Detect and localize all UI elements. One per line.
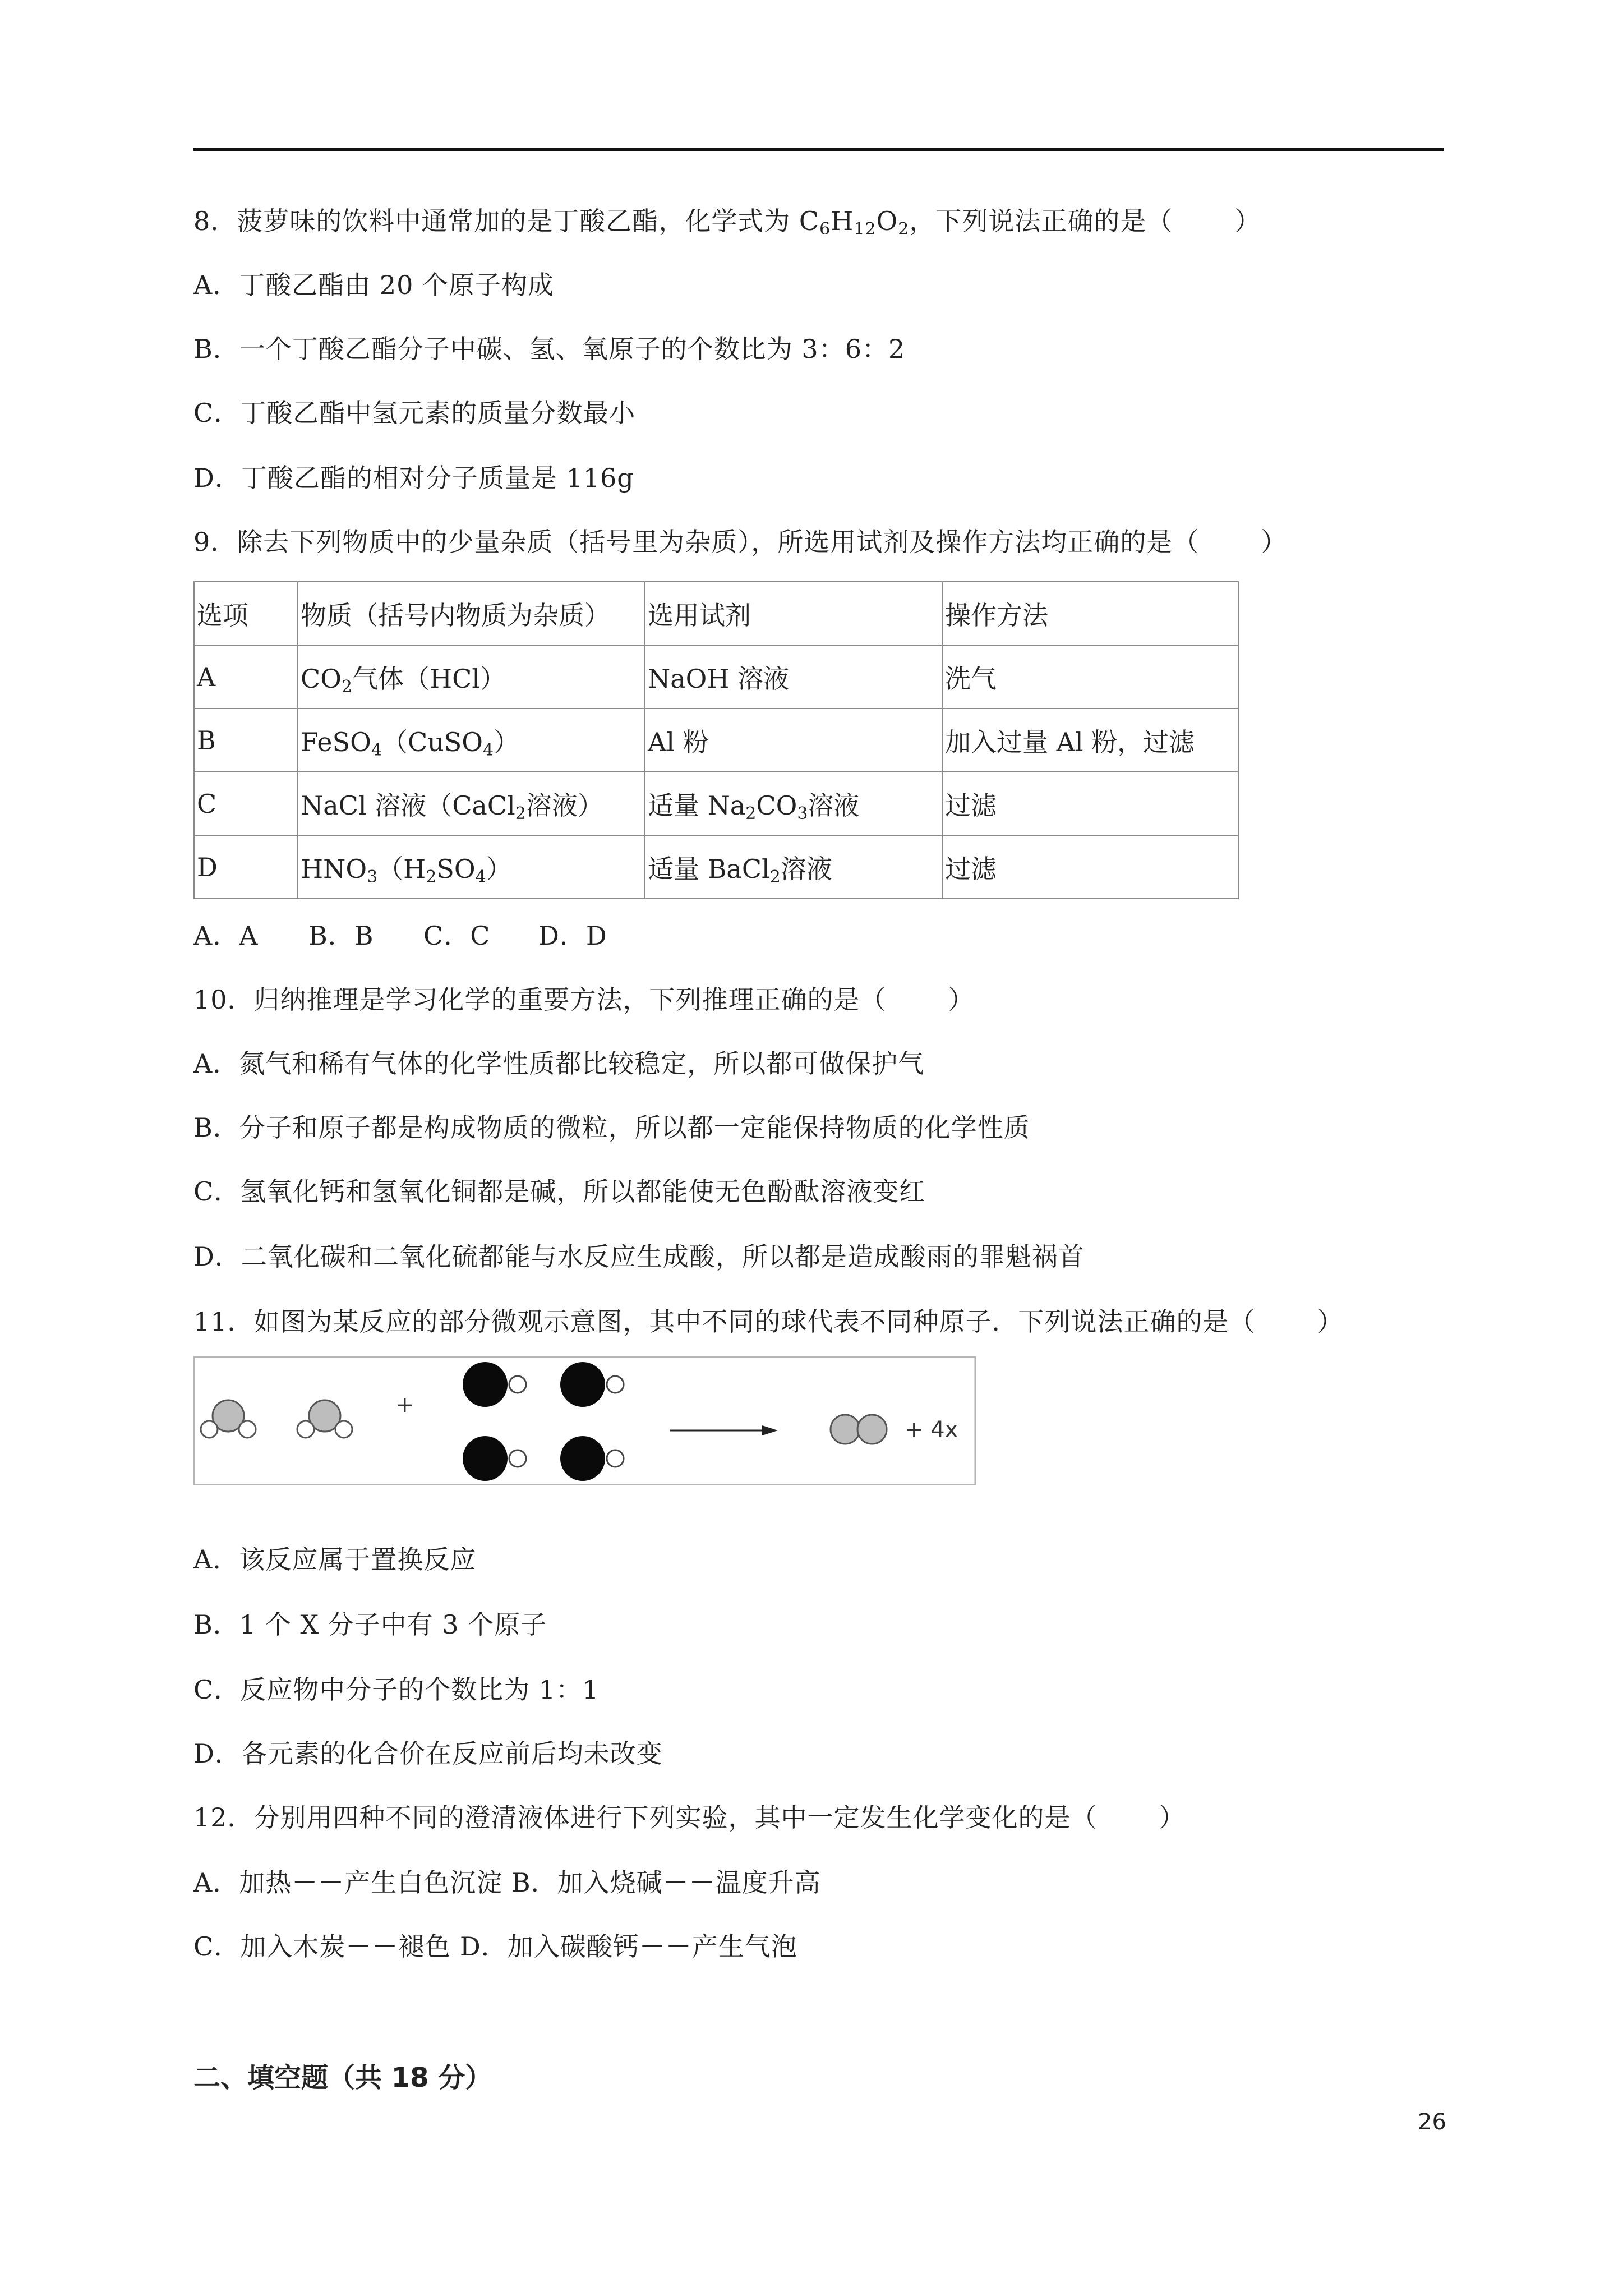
header-rule bbox=[193, 148, 1444, 151]
q9-options bbox=[193, 919, 607, 953]
product-molecule bbox=[831, 1415, 887, 1444]
section-heading: 二、填空题（共 18 分） bbox=[193, 2062, 492, 2093]
table-cell: D bbox=[194, 835, 298, 899]
reaction-arrow bbox=[670, 1425, 778, 1435]
q9-option: A．A bbox=[193, 921, 259, 951]
q12-options-cd: C．加入木炭－－褪色 D．加入碳酸钙－－产生气泡 bbox=[193, 1931, 797, 1962]
reactant-molecule-1 bbox=[201, 1400, 256, 1438]
table-cell: $HNO_3(H_2SO_4)$ bbox=[298, 835, 645, 899]
q11-option-c: C．反应物中分子的个数比为 1：1 bbox=[193, 1674, 600, 1705]
table-cell: Al 粉 bbox=[645, 708, 942, 772]
q8-option-c: C．丁酸乙酯中氢元素的质量分数最小 bbox=[193, 398, 636, 428]
q11-option-d: D．各元素的化合价在反应前后均未改变 bbox=[193, 1738, 663, 1769]
q11-stem: 11．如图为某反应的部分微观示意图，其中不同的球代表不同种原子．下列说法正确的是（ ） bbox=[193, 1306, 1344, 1337]
table-cell: 洗气 bbox=[942, 645, 1238, 708]
q8-option-a: A．丁酸乙酯由 20 个原子构成 bbox=[193, 270, 554, 300]
table-header-cell: 操作方法 bbox=[942, 582, 1238, 645]
table-row bbox=[194, 708, 1238, 772]
table-row bbox=[194, 772, 1238, 835]
q10-stem: 10．归纳推理是学习化学的重要方法，下列推理正确的是（ ） bbox=[193, 984, 975, 1015]
table-cell: A bbox=[194, 645, 298, 708]
table-row bbox=[194, 645, 1238, 708]
table-cell: 过滤 bbox=[942, 772, 1238, 835]
q8-option-d: D．丁酸乙酯的相对分子质量是 116g bbox=[193, 463, 634, 493]
table-header-row bbox=[194, 582, 1238, 645]
q10-option-c: C．氢氧化钙和氢氧化铜都是碱，所以都能使无色酚酞溶液变红 bbox=[193, 1176, 926, 1207]
q9-option: D．D bbox=[538, 921, 607, 951]
table-cell: 过滤 bbox=[942, 835, 1238, 899]
q12-options-ab: A．加热－－产生白色沉淀 B．加入烧碱－－温度升高 bbox=[193, 1867, 821, 1898]
q11-option-b: B．1 个 X 分子中有 3 个原子 bbox=[193, 1609, 547, 1640]
table-cell: FeSO$_4$（CuSO$_4$） bbox=[298, 708, 645, 772]
q10-option-a: A．氮气和稀有气体的化学性质都比较稳定，所以都可做保护气 bbox=[193, 1048, 925, 1079]
table-header-cell: 物质（括号内物质为杂质） bbox=[298, 582, 645, 645]
q8-option-b: B．一个丁酸乙酯分子中碳、氢、氧原子的个数比为 3：6：2 bbox=[193, 334, 906, 364]
table-cell: NaCl 溶液（CaCl$_2$溶液） bbox=[298, 772, 645, 835]
q10-option-d: D．二氧化碳和二氧化硫都能与水反应生成酸，所以都是造成酸雨的罪魁祸首 bbox=[193, 1241, 1085, 1272]
q9-option: B．B bbox=[308, 921, 374, 951]
reactant-molecule-2 bbox=[297, 1400, 352, 1438]
q8-stem: 8．菠萝味的饮料中通常加的是丁酸乙酯，化学式为 $C_6H_{12}O_2$，下列说法正确的是（ ） bbox=[193, 206, 1261, 239]
page-number: 26 bbox=[1418, 2109, 1446, 2135]
reaction-diagram bbox=[193, 1356, 976, 1485]
plus-sign: + bbox=[395, 1392, 414, 1418]
reactant-molecule-5 bbox=[463, 1436, 526, 1481]
reactant-molecule-3 bbox=[463, 1362, 526, 1407]
reactant-molecule-6 bbox=[560, 1436, 624, 1481]
reactant-molecule-4 bbox=[560, 1362, 624, 1407]
table-cell: C bbox=[194, 772, 298, 835]
table-cell: $CO_2$气体（HCl） bbox=[298, 645, 645, 708]
table-header-cell: 选项 bbox=[194, 582, 298, 645]
q12-stem: 12．分别用四种不同的澄清液体进行下列实验，其中一定发生化学变化的是（ ） bbox=[193, 1802, 1186, 1833]
q10-option-b: B．分子和原子都是构成物质的微粒，所以都一定能保持物质的化学性质 bbox=[193, 1112, 1030, 1143]
table-cell: 加入过量 Al 粉，过滤 bbox=[942, 708, 1238, 772]
table-cell: 适量 $Na_2CO_3$溶液 bbox=[645, 772, 942, 835]
q11-option-a: A．该反应属于置换反应 bbox=[193, 1544, 477, 1575]
q9-stem: 9．除去下列物质中的少量杂质（括号里为杂质），所选用试剂及操作方法均正确的是（ ） bbox=[193, 527, 1288, 557]
table-cell: 适量 BaCl$_2$溶液 bbox=[645, 835, 942, 899]
table-cell: B bbox=[194, 708, 298, 772]
q9-option: C．C bbox=[423, 921, 491, 951]
table-row bbox=[194, 835, 1238, 899]
table-header-cell: 选用试剂 bbox=[645, 582, 942, 645]
product-x-label: + 4x bbox=[905, 1417, 958, 1443]
table-cell: NaOH 溶液 bbox=[645, 645, 942, 708]
q9-table bbox=[193, 581, 1239, 899]
